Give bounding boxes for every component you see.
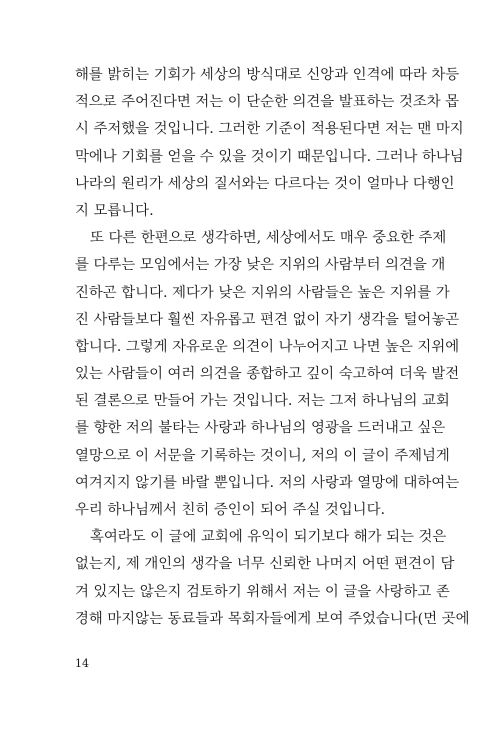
text-line: 진 사람들보다 훨씬 자유롭고 편견 없이 자기 생각을 털어놓곤 [75,311,460,328]
body-text [75,62,470,633]
text-line: 막에나 기회를 얻을 수 있을 것이기 때문입니다. 그러나 하나님 [75,148,464,165]
text-line: 있는 사람들이 여러 의견을 종합하고 깊이 숙고하여 더욱 발전 [75,366,460,383]
paragraph-start-line: 혹여라도 이 글에 교회에 유익이 되기보다 해가 되는 것은 [90,529,447,546]
text-line: 적으로 주어진다면 저는 이 단순한 의견을 발표하는 것조차 몹 [75,94,460,111]
text-line: 해를 밝히는 기회가 세상의 방식대로 신앙과 인격에 따라 차등 [75,67,460,83]
text-line: 겨 있지는 않은지 검토하기 위해서 저는 이 글을 사랑하고 존 [75,583,450,600]
text-line: 없는지, 제 개인의 생각을 너무 신뢰한 나머지 어떤 편견이 담 [75,556,455,573]
text-line: 된 결론으로 만들어 가는 것입니다. 저는 그저 하나님의 교회 [75,393,450,410]
text-line: 를 향한 저의 불타는 사랑과 하나님의 영광을 드러내고 싶은 [75,420,446,437]
text-line: 시 주저했을 것입니다. 그러한 기준이 적용된다면 저는 맨 마지 [75,121,464,138]
page-number: 14 [75,657,89,670]
text-line: 합니다. 그렇게 자유로운 의견이 나누어지고 나면 높은 지위에 [75,338,460,355]
text-line: 우리 하나님께서 친히 증인이 되어 주실 것입니다. [75,502,386,518]
text-line: 나라의 원리가 세상의 질서와는 다르다는 것이 얼마나 다행인 [75,175,455,192]
text-line: 지 모릅니다. [75,202,154,219]
text-line: 여겨지지 않기를 바랄 뿐입니다. 저의 사랑과 열망에 대하여는 [75,474,460,491]
text-line: 열망으로 이 서문을 기록하는 것이니, 저의 이 글이 주제넘게 [75,447,450,464]
paragraph-start-line: 또 다른 한편으로 생각하면, 세상에서도 매우 중요한 주제 [90,230,447,247]
text-line: 를 다루는 모임에서는 가장 낮은 지위의 사람부터 의견을 개 [75,257,446,274]
text-line: 경해 마지않는 동료들과 목회자들에게 보여 주었습니다(먼 곳에 [75,610,470,627]
text-line: 진하곤 합니다. 제다가 낮은 지위의 사람들은 높은 지위를 가 [75,284,450,301]
